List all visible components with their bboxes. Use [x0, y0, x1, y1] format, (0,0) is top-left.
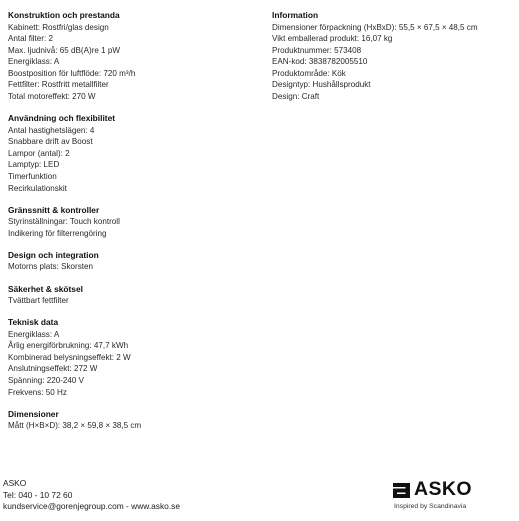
spec-line: EAN-kod: 3838782005510 — [272, 57, 368, 67]
spec-line: Frekvens: 50 Hz — [8, 387, 67, 397]
spec-line: Tvättbart fettfilter — [8, 296, 69, 305]
spec-line: Energiklass: A — [8, 329, 60, 339]
footer-contact — [3, 478, 180, 513]
spec-line: Designtyp: Hushållsprodukt — [272, 80, 371, 90]
asko-logo-tagline: Inspired by Scandinavia — [394, 503, 467, 510]
asko-logo-mark-icon — [393, 483, 410, 498]
footer-contact-line: kundservice@gorenjegroup.com - www.asko.se — [3, 501, 181, 512]
spec-line: Lamptyp: LED — [8, 160, 60, 170]
spec-section-sakerhet-and-skotsel — [8, 284, 258, 307]
spec-line: Total motoreffekt: 270 W — [8, 92, 96, 102]
spec-section-dimensioner — [8, 409, 258, 432]
spec-section-design-och-integration — [8, 250, 258, 273]
spec-section-konstruktion-och-prestanda — [8, 10, 258, 103]
spec-line: Max. ljudnivå: 65 dB(A)re 1 pW — [8, 45, 121, 55]
section-title: Gränssnitt & kontroller — [8, 204, 100, 215]
section-title: Dimensioner — [8, 408, 59, 419]
spec-line: Timerfunktion — [8, 172, 57, 182]
footer-company: ASKO — [3, 478, 27, 488]
spec-line: Kabinett: Rostfri/glas design — [8, 22, 109, 32]
section-title: Teknisk data — [8, 317, 59, 328]
spec-line: Produktnummer: 573408 — [272, 45, 362, 55]
spec-line: Snabbare drift av Boost — [8, 137, 93, 147]
spec-section-information — [272, 10, 512, 103]
spec-line: Mått (H×B×D): 38,2 × 59,8 × 38,5 cm — [8, 421, 142, 431]
right-column — [272, 10, 512, 113]
section-title: Säkerhet & skötsel — [8, 283, 83, 294]
section-title: Användning och flexibilitet — [8, 113, 116, 124]
footer-phone: Tel: 040 - 10 72 60 — [3, 489, 73, 500]
spec-line: Recirkulationskit — [8, 183, 67, 193]
spec-section-anvandning-och-flexibilitet — [8, 113, 258, 194]
spec-line: Indikering för filterrengöring — [8, 228, 107, 238]
section-title: Konstruktion och prestanda — [8, 10, 120, 20]
left-column — [8, 10, 258, 442]
spec-line: Antal hastighetslägen: 4 — [8, 125, 95, 135]
section-title: Design och integration — [8, 249, 99, 260]
spec-line: Design: Craft — [272, 92, 320, 102]
spec-line: Boostposition för luftflöde: 720 m³/h — [8, 68, 136, 78]
asko-logo-wordmark: ASKO — [414, 478, 472, 500]
spec-section-granssnitt-and-kontroller — [8, 205, 258, 240]
spec-line: Lampor (antal): 2 — [8, 148, 70, 158]
spec-section-teknisk-data — [8, 317, 258, 398]
section-title: Information — [272, 10, 319, 20]
spec-line: Motorns plats: Skorsten — [8, 262, 94, 272]
spec-line: Anslutningseffekt: 272 W — [8, 364, 98, 374]
spec-line: Spänning: 220-240 V — [8, 375, 85, 385]
spec-line: Dimensioner förpackning (HxBxD): 55,5 × 67,5 × 48,5 cm — [272, 22, 478, 32]
spec-line: Årlig energiförbrukning: 47,7 kWh — [8, 341, 129, 351]
spec-line: Vikt emballerad produkt: 16,07 kg — [272, 34, 393, 44]
spec-line: Produktområde: Kök — [272, 68, 346, 78]
spec-line: Fettfilter: Rostfritt metallfilter — [8, 80, 109, 90]
spec-line: Styrinställningar: Touch kontroll — [8, 217, 120, 227]
spec-line: Kombinerad belysningseffekt: 2 W — [8, 352, 131, 362]
asko-logo — [393, 480, 488, 514]
spec-line: Energiklass: A — [8, 57, 60, 67]
spec-line: Antal filter: 2 — [8, 34, 53, 44]
